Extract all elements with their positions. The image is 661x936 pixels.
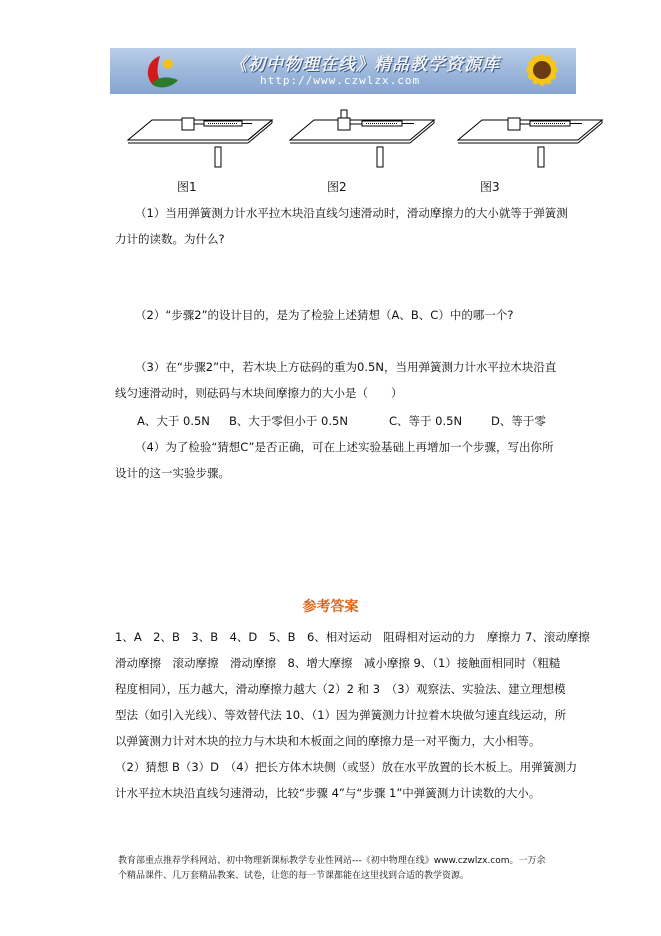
question-1-line-2: 力计的读数。为什么? [115, 232, 225, 246]
question-4-line-2: 设计的这一实验步骤。 [115, 466, 230, 480]
question-2: （2）“步骤2”的设计目的，是为了检验上述猜想（A、B、C）中的哪一个? [135, 308, 514, 322]
answer-line: 以弹簧测力计对木块的拉力与木块和木板面之间的摩擦力是一对平衡力，大小相等。 [115, 734, 541, 748]
question-1-line-1: （1）当用弹簧测力计水平拉木块沿直线匀速滑动时，滑动摩擦力的大小就等于弹簧测 [135, 206, 568, 220]
question-3-line-1: （3）在“步骤2”中，若木块上方砝码的重为0.5N，当用弹簧测力计水平拉木块沿直 [135, 360, 557, 374]
answer-line: （2）猜想 B（3）D （4）把长方体木块侧（或竖）放在水平放置的长木板上。用弹簧测力 [115, 760, 578, 774]
header-banner [110, 48, 576, 94]
answer-line: 计水平拉木块沿直线匀速滑动，比较“步骤 4”与“步骤 1”中弹簧测力计读数的大小。 [115, 786, 541, 800]
banner-url[interactable]: http://www.czwlzx.com [260, 74, 421, 87]
figure-2-diagram [286, 104, 436, 168]
banner-title: 《初中物理在线》精品教学资源库 [230, 55, 500, 75]
answer-line: 型法（如引入光线）、等效替代法 10、（1）因为弹簧测力计拉着木块做匀速直线运动，所 [115, 708, 567, 722]
answer-line: 程度相同），压力越大，滑动摩擦力越大（2）2 和 3 （3）观察法、实验法、建立理想模 [115, 682, 566, 696]
site-logo-icon [138, 54, 182, 90]
page-footer [118, 854, 578, 884]
question-3-line-2: 线匀速滑动时，则砝码与木块间摩擦力的大小是（ ） [115, 386, 403, 400]
figure-1-diagram [124, 104, 274, 168]
question-3-option-c: C、等于 0.5N [389, 414, 463, 428]
question-4-line-1: （4）为了检验“猜想C”是否正确，可在上述实验基础上再增加一个步骤，写出你所 [135, 440, 554, 454]
question-3-option-d: D、等于零 [491, 414, 546, 428]
question-3-option-a: A、大于 0.5N [137, 414, 210, 428]
figure-2-label: 图2 [327, 180, 347, 194]
sunflower-icon [504, 48, 574, 94]
answer-line: 滑动摩擦 滚动摩擦 滑动摩擦 8、增大摩擦 减小摩擦 9、（1）接触面相同时（粗糙 [115, 656, 561, 670]
answer-line: 1、A 2、B 3、B 4、D 5、B 6、相对运动 阻碍相对运动的力 摩擦力 7、滚动摩擦 [115, 630, 590, 644]
footer-line-2: 个精品课件、几万套精品教案、试卷，让您的每一节课都能在这里找到合适的教学资源。 [118, 871, 470, 881]
footer-line-1: 教育部重点推荐学科网站、初中物理新课标教学专业性网站---《初中物理在线》www.czwlzx.com。一万余 [118, 856, 546, 866]
answers-title: 参考答案 [302, 599, 359, 615]
figure-1-label: 图1 [177, 180, 197, 194]
figure-3-label: 图3 [480, 180, 500, 194]
figure-3-diagram [454, 104, 604, 168]
question-3-option-b: B、大于零但小于 0.5N [229, 414, 348, 428]
